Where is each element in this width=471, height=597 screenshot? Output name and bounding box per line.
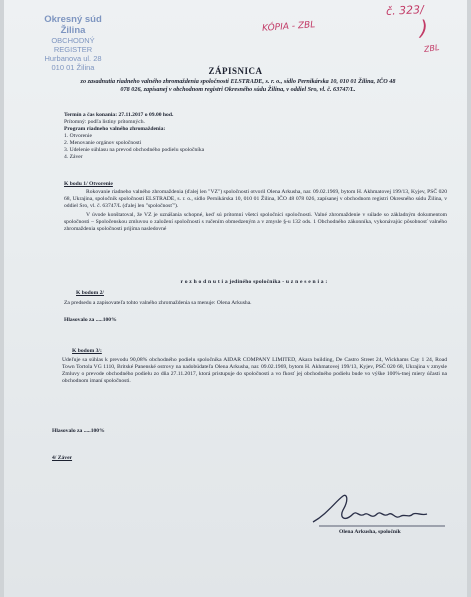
k2-heading: K bodom 2/ bbox=[76, 290, 104, 296]
k3-text: Udeľuje sa súhlas k prevodu 90,08% obchodného podielu spoločníka AIDAR COMPANY LIMITED, Akara building, De Castro Street 24, Wickhams Cay 1 24, Road Town Tortola VG 1110, Britské Panenské ostrovy na nadobúdateľa Olena Arkusha, nar. 09.02.1969, bytom H. Akhmatovej 199/13, Kyjev, PSČ 020 68, Ukrajina v zmysle Zmluvy o prevode obchodného podielu zo dňa 27.11.2017, ktorá pristupuje do spoločnosti a vo fkosť jej obchodného podielu bude vo výške 100%-tnej miery účasti na obchodnom imaní spoločnosti. bbox=[62, 357, 447, 384]
program-item: 4. Záver bbox=[64, 154, 83, 160]
k1-paragraph-1: Rokovanie riadneho valného zhromaždenia (ďalej len "VZ") spoločnosti otvoril Olena Arkusha, nar. 09.02.1969, bytom H. Akhmatovej 199/13, Kyjev, PSČ 020 68, Ukrajina, spoločník spoločnosti ELSTRADE, s. r. o., sídlo Pernikárska 10, 010 01 Žilina, IČO 48 078 026, zapísanej v obchodnom registri Okresného súdu Žilina, v oddiel Sro, vl. č. 63747/L (ďalej len "spoločnosť"). bbox=[64, 189, 447, 209]
decisions-heading: r o z h o d n u t i a jediného spoločníka - u z n e s e n i a : bbox=[180, 279, 328, 285]
court-stamp bbox=[34, 14, 112, 72]
section-k2 bbox=[64, 290, 447, 324]
k3-heading: K bodom 3/: bbox=[72, 348, 102, 354]
handwritten-bracket: ) bbox=[420, 16, 428, 40]
program-title: Program riadneho valného zhromaždenia: bbox=[64, 126, 166, 132]
stamp-line-1: Okresný súd Žilina bbox=[44, 14, 102, 36]
k1-heading: K bodu 1/ Otvorenie bbox=[64, 181, 113, 187]
k2-text: Za predsedu a zapisovateľa tohto valného zhromaždenia sa menuje: Olena Arkusha. bbox=[64, 300, 252, 306]
meeting-info bbox=[64, 112, 404, 161]
stamp-line-4: 010 01 Žilina bbox=[51, 63, 95, 72]
program-item: 2. Menovanie orgánov spoločnosti bbox=[64, 140, 142, 146]
document-page bbox=[4, 0, 467, 597]
k4-heading: 4/ Záver bbox=[52, 455, 73, 461]
program-item: 3. Udelenie súhlasu na prevod obchodného podielu spoločníka bbox=[64, 147, 205, 153]
program-item: 1. Otvorenie bbox=[64, 133, 92, 139]
handwritten-copy-note: KÓPIA - ZBL bbox=[261, 20, 316, 34]
handwritten-number: č. 323/ bbox=[385, 3, 425, 18]
handwritten-initials: ZBL bbox=[423, 42, 440, 55]
handwritten-signature bbox=[309, 492, 449, 532]
meeting-present: Prítomný: podľa listiny prítomných. bbox=[64, 119, 145, 125]
document-subtitle: zo zasadnutia riadneho valného zhromaždenia spoločnosti ELSTRADE, s. r. o., sídlo Pernikárska 10, 010 01 Žilina, IČO 48 078 026, zapísanej v obchodnom registri Okresného súdu Žilina, v oddiel Sro, vl. č. 63747/L. bbox=[80, 78, 396, 94]
stamp-line-3: Hurbanova ul. 28 bbox=[44, 54, 102, 63]
meeting-term: Termín a čas konania: 27.11.2017 o 09.00 hod. bbox=[64, 112, 174, 118]
k3-vote: Hlasovalo za .....100% bbox=[52, 428, 105, 434]
signatory-name: Olena Arkusha, spoločník bbox=[339, 529, 401, 535]
stamp-line-2: OBCHODNÝ REGISTER bbox=[51, 36, 95, 54]
k2-vote: Hlasovalo za .....100% bbox=[64, 317, 117, 323]
k1-paragraph-2: V úvode konštatoval, že VZ je uznášania schopné, keď sú prítomní všetci spoločníci spoločnosti. Valné zhromaždenie v súlade so základným dokumentom spoločnosti – Spoločenskou zmluvou o založení spoločnosti s ručením obmedzeným a v zmysle §-u 132 ods. 1 Obchodného zákonníka, vykonávajúc pôsobnosť valného zhromaždenia spoločnosti prijíma nasledovné bbox=[64, 212, 447, 232]
section-k1 bbox=[64, 181, 447, 233]
document-title: ZÁPISNICA bbox=[208, 66, 263, 76]
section-k3 bbox=[62, 348, 447, 385]
